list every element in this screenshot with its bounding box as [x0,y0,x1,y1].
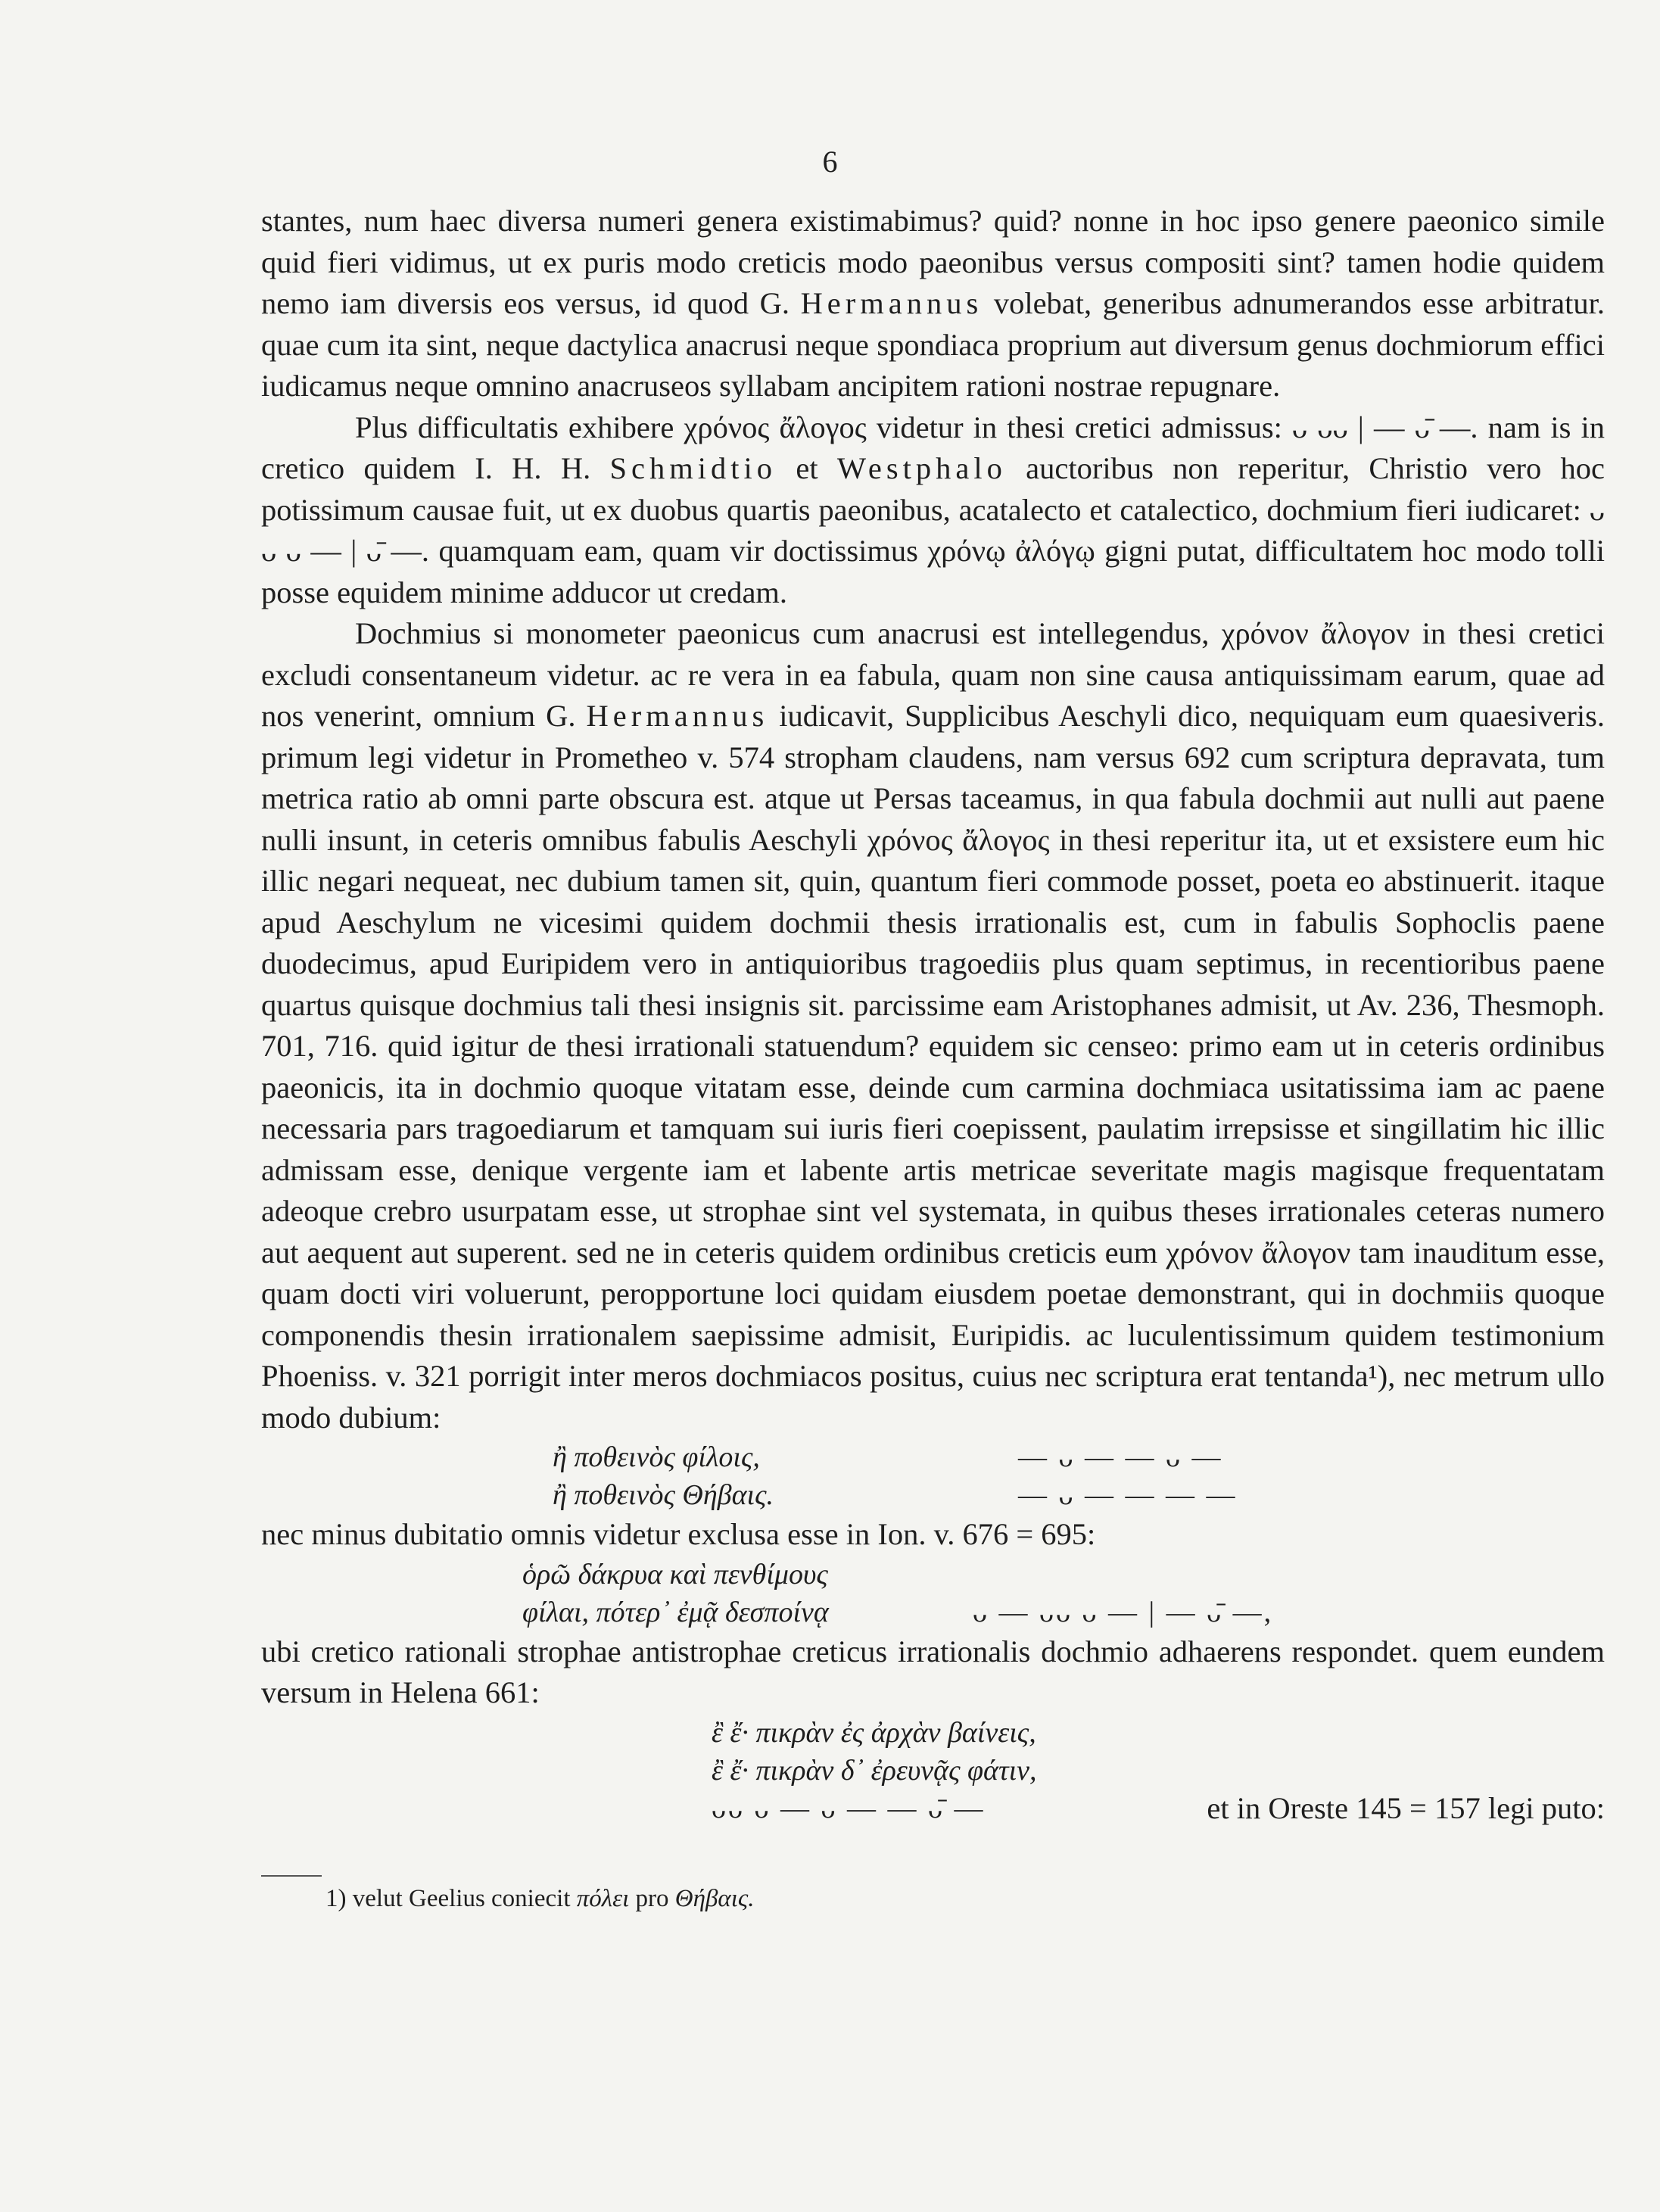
spaced-name: Schmidtio [609,451,777,485]
verse-line [261,1556,1605,1594]
verse-line [261,1594,1605,1631]
page-number: 6 [822,145,838,179]
paragraph-1: stantes, num haec diversa numeri genera existimabimus? quid? nonne in hoc ipso genere paeonico simile quid fieri vidimus, ut ex puris modo creticis modo paeonibus versus compositi sint? tamen hodie quidem nemo iam diversis eos versus, id quod G. Hermannus volebat, generibus adnumerandos esse arbitratur. quae cum ita sint, neque dactylica anacrusi neque spondiaca proprium aut diversum genus dochmiorum effici iudicamus neque omnino anacruseos syllabam ancipitem rationi nostrae repugnare. [261,204,1605,403]
paragraph-2: Plus difficultatis exhibere χρόνος ἄλογος videtur in thesi cretici admissus: ᴗ ᴗᴗ | — ᴗ̄ —. nam is in cretico quidem I. H. H. Schmidtio et Westphalo auctoribus non reperitur, Christio vero hoc potissimum causae fuit, ut ex duobus quartis paeonibus, acatalecto et catalectico, dochmium fieri iudicaret: ᴗ ᴗ ᴗ — | ᴗ̄ —. quamquam eam, quam vir doctissimus χρόνῳ ἀλόγῳ gigni putat, difficultatem hoc modo tolli posse equidem minime adducor ut credam. [261,410,1605,609]
line-orestes: et in Oreste 145 = 157 legi puto: [1207,1790,1605,1825]
spaced-name: Hermannus [800,286,983,320]
line-ion: nec minus dubitatio omnis videtur exclusa esse in Ion. v. 676 = 695: [261,1517,1096,1551]
footnote-greek: πόλει [576,1885,630,1912]
footnote-greek: Θήβαις. [674,1885,755,1912]
spaced-name: Westphalo [836,451,1007,485]
verse-line [261,1714,1605,1752]
verse-metre: ᴗᴗ ᴗ — ᴗ — — ᴗ̄ — [712,1792,986,1824]
verse-metre: ᴗ — ᴗᴗ ᴗ — | — ᴗ̄ —, [973,1596,1274,1628]
verse-metre: — ᴗ — — ᴗ — [1018,1441,1223,1473]
footnote-rule [261,1875,322,1877]
verse-greek: ἒ ἔ· πικρὰν ἐς ἀρχὰν βαίνεις, [712,1716,1036,1749]
footnote [325,1883,755,1914]
verse-line [261,1790,1605,1832]
line-ubi: ubi cretico rationali strophae antistrophae creticus irrationalis dochmio adhaerens respondet. quem eundem versum in Helena 661: [261,1634,1605,1709]
footnote-text: velut Geelius coniecit [352,1885,571,1912]
body-text [261,201,1605,1832]
verse-line [261,1752,1605,1790]
verse-greek: ἢ ποθεινὸς φίλοις, [553,1441,760,1473]
verse-greek: ἒ ἔ· πικρὰν δ᾽ ἐρευνᾷς φάτιν, [712,1754,1037,1787]
spaced-name: Hermannus [586,699,769,733]
verse-greek: φίλαι, πότερ᾽ ἐμᾷ δεσποίνᾳ [522,1596,829,1628]
footnote-text: pro [635,1885,669,1912]
paragraph-3: Dochmius si monometer paeonicus cum anacrusi est intellegendus, χρόνον ἄλογον in thesi cretici excludi consentaneum videtur. ac re vera in ea fabula, quam non sine causa antiquissimam earum, quae ad nos venerint, omnium G. Hermannus iudicavit, Supplicibus Aeschyli dico, nequiquam eum quaesiveris. primum legi videtur in Prometheo v. 574 stropham claudens, nam versus 692 cum scriptura depravata, tum metrica ratio ab omni parte obscura est. atque ut Persas taceamus, in qua fabula dochmii aut nulli aut paene nulli insunt, in ceteris omnibus fabulis Aeschyli χρόνος ἄλογος in thesi reperitur ita, ut et exsistere eum hic illic negari nequeat, nec dubium tamen sit, quin, quantum fieri commode posset, poeta eo abstinuerit. itaque apud Aeschylum ne vicesimi quidem dochmii thesis irrationalis est, cum in fabulis Sophoclis paene duodecimus, apud Euripidem vero in antiquioribus tragoediis plus quam septimus, in recentioribus paene quartus quisque dochmius tali thesi insignis sit. parcissime eam Aristophanes admisit, ut Av. 236, Thesmoph. 701, 716. quid igitur de thesi irrationali statuendum? equidem sic censeo: primo eam ut in ceteris ordinibus paeonicis, ita in dochmio quoque vitatam esse, deinde cum carmina dochmiaca usitatissima iam ac paene necessaria pars tragoediarum et tamquam sui iuris fieri coepissent, paulatim irrepsisse et singillatim hic illic admissam esse, denique vergente iam et labente artis metricae severitate magis magisque frequentatam adeoque crebro usurpatam esse, ut strophae sint vel systemata, in quibus theses irrationales ceteras numero aut aequent aut superent. sed ne in ceteris quidem ordinibus creticis eum χρόνον ἄλογον tam inauditum esse, quam docti viri voluerunt, peropportune loci quidam eiusdem poetae demonstrant, qui in dochmiis quoque componendis thesin irrationalem saepissime admisit, Euripidis. ac luculentissimum quidem testimonium Phoeniss. v. 321 porrigit inter meros dochmiacos positus, cuius nec scriptura erat tentanda¹), nec metrum ullo modo dubium: [261,616,1605,1435]
verse-greek: ἢ ποθεινὸς Θήβαις. [553,1479,774,1511]
verse-line [261,1438,1605,1476]
verse-greek: ὁρῶ δάκρυα καὶ πενθίμους [522,1558,828,1590]
verse-metre: — ᴗ — — — — [1018,1479,1238,1511]
footnote-mark: 1) [325,1885,347,1912]
verse-line [261,1476,1605,1514]
